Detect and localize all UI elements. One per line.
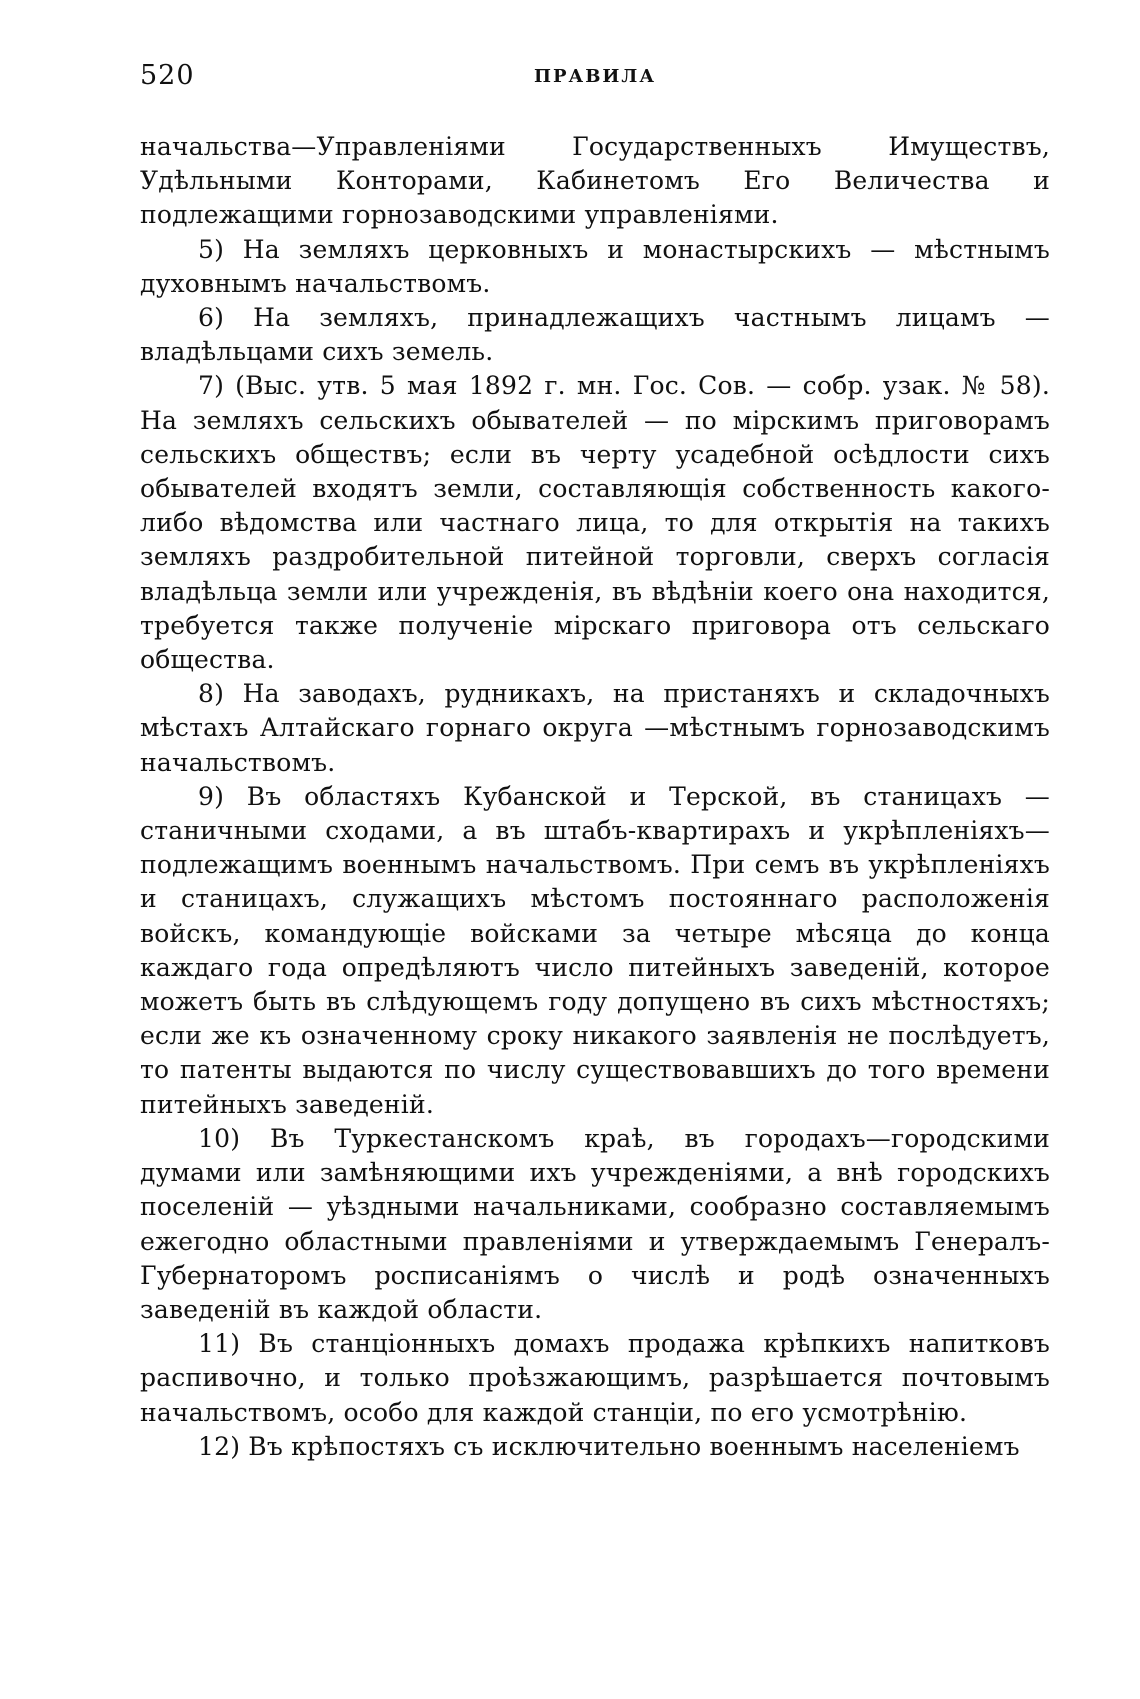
body-text	[140, 130, 1050, 1464]
paragraph-item-8: 8) На заводахъ, рудникахъ, на пристаняхъ и складочныхъ мѣстахъ Алтайскаго горнаго округа —мѣстнымъ горнозаводскимъ начальствомъ.	[140, 679, 1050, 777]
paragraph-item-10: 10) Въ Туркестанскомъ краѣ, въ городахъ—городскими думами или замѣняющими ихъ учрежденіями, а внѣ городскихъ поселеній — уѣздными начальниками, сообразно составляемымъ ежегодно областными правленіями и утверждаемымъ Генералъ-Губернаторомъ росписаніямъ о числѣ и родѣ означенныхъ заведеній въ каждой области.	[140, 1123, 1050, 1324]
book-page	[140, 60, 1050, 1464]
paragraph-item-9: 9) Въ областяхъ Кубанской и Терской, въ станицахъ — станичными сходами, а въ штабъ-квартирахъ и укрѣпленіяхъ— подлежащимъ военнымъ начальствомъ. При семъ въ укрѣпленіяхъ и станицахъ, служащихъ мѣстомъ постояннаго расположенія войскъ, командующіе войсками за четыре мѣсяца до конца каждаго года опредѣляютъ число питейныхъ заведеній, которое можетъ быть въ слѣдующемъ году допущено въ сихъ мѣстностяхъ; если же къ означенному сроку никакого заявленія не послѣдуетъ, то патенты выдаются по числу существовавшихъ до того времени питейныхъ заведеній.	[140, 781, 1050, 1119]
page-header	[140, 60, 1050, 108]
paragraph-item-11: 11) Въ станціонныхъ домахъ продажа крѣпкихъ напитковъ распивочно, и только проѣзжающимъ, разрѣшается почтовымъ начальствомъ, особо для каждой станціи, по его усмотрѣнію.	[140, 1329, 1050, 1427]
paragraph-item-5: 5) На земляхъ церковныхъ и монастырскихъ — мѣстнымъ духовнымъ начальствомъ.	[140, 234, 1050, 298]
running-title: ПРАВИЛА	[534, 66, 656, 87]
page-number: 520	[140, 60, 195, 91]
paragraph-item-6: 6) На земляхъ, принадлежащихъ частнымъ лицамъ — владѣльцами сихъ земель.	[140, 303, 1050, 367]
paragraph-item-7: 7) (Выс. утв. 5 мая 1892 г. мн. Гос. Сов. — собр. узак. № 58). На земляхъ сельскихъ обывателей — по мірскимъ приговорамъ сельскихъ обществъ; если въ черту усадебной осѣдлости сихъ обывателей входятъ земли, составляющія собственность какого-либо вѣдомства или частнаго лица, то для открытія на такихъ земляхъ раздробительной питейной торговли, сверхъ согласія владѣльца земли или учрежденія, въ вѣдѣніи коего она находится, требуется также полученіе мірскаго приговора отъ сельскаго общества.	[140, 371, 1050, 675]
paragraph-continuation: начальства—Управленіями Государственныхъ Имуществъ, Удѣльными Конторами, Кабинетомъ Его Величества и подлежащими горнозаводскими управленіями.	[140, 132, 1050, 230]
paragraph-item-12: 12) Въ крѣпостяхъ съ исключительно военнымъ населеніемъ	[198, 1431, 1020, 1461]
